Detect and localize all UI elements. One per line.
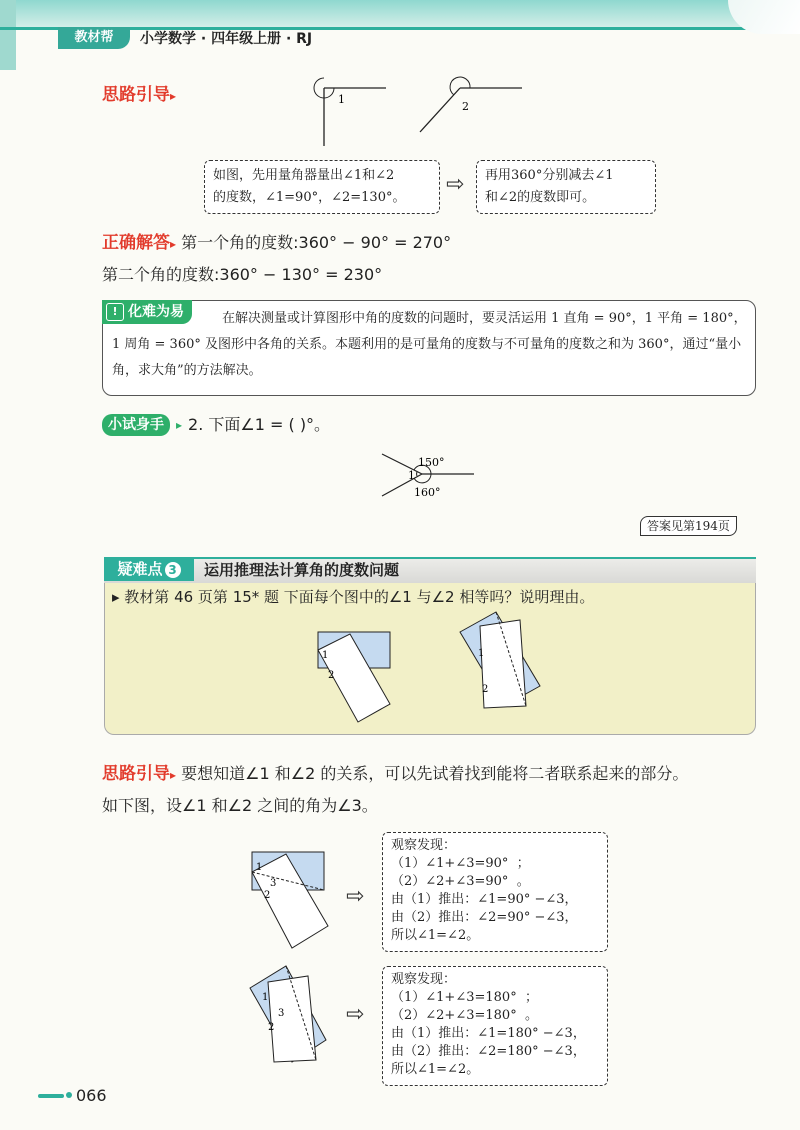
answer-line-1: 正确解答▸ 第一个角的度数:360° − 90° = 270° [102,233,452,253]
guide2-line-1: 思路引导▸ 要想知道∠1 和∠2 的关系，可以先试着找到能将二者联系起来的部分。 [102,764,689,784]
section-number: 3 [165,562,181,578]
guide-label-1: 思路引导▸ [102,85,177,105]
header-side-strip [0,0,16,70]
header-band [0,0,800,28]
fig-label-1: 1 [478,648,485,659]
fig-label-1: 1 [322,650,329,661]
angle-label-2: 2 [462,100,469,113]
guide-label-2: 思路引导 [102,764,170,784]
tip-badge-label: 化难为易 [128,304,184,320]
footer-dot [66,1092,72,1098]
hint-line: 再用360°分别减去∠1 [485,168,614,183]
label-1: 1 [408,469,415,482]
section-bar [104,557,756,583]
fig-label-2: 2 [268,1022,275,1033]
fig-label-2: 2 [264,890,271,901]
guide2-text-1: 要想知道∠1 和∠2 的关系，可以先试着找到能将二者联系起来的部分。 [181,764,689,783]
tip-text: 在解决测量或计算图形中角的度数的问题时，要灵活运用 1 直角 = 90°，1 平角 = 180°，1 周角 = 360° 及图形中各角的关系。本题利用的是可量角的度数与不可量角的度数之和为 360°，通过“量小角，求大角”的方法解决。 [112,311,747,378]
practice-angle-figure [370,448,480,504]
fig-label-2: 2 [328,670,335,681]
observation-box-2: 观察发现： （1）∠1+∠3=180° ； （2）∠2+∠3=180° 。 由（1）推出：∠1=180° −∠3， 由（2）推出：∠2=180° −∠3， 所以∠1=∠2。 [382,966,608,1086]
hint-box-left [204,160,440,214]
footer-bar [38,1094,64,1098]
header-tab: 教材帮 [58,27,130,49]
fig-label-1: 1 [262,992,269,1003]
fig-label-2: 2 [482,684,489,695]
answer-text-1: 第一个角的度数:360° − 90° = 270° [181,233,452,252]
derivation-figure-2 [246,964,332,1070]
section-tag [104,557,194,581]
observation-box-1: 观察发现： （1）∠1+∠3=90° ； （2）∠2+∠3=90° 。 由（1）推出：∠1=90° −∠3， 由（2）推出：∠2=90° −∠3， 所以∠1=∠2。 [382,832,608,952]
section-tag-label: 疑难点 [117,560,163,578]
right-arrow-icon: ⇨ [346,884,365,909]
practice-row: 小试身手 ▸ 2. 下面∠1 = ( )°。 [102,414,330,436]
problem-figure-2 [456,610,546,710]
fig-label-3: 3 [278,1008,285,1019]
answer-label: 正确解答 [102,233,170,253]
exclamation-icon: ! [106,303,124,321]
hint-line: 的度数，∠1=90°，∠2=130°。 [213,190,406,205]
label-150: 150° [418,456,445,469]
header-title: 小学数学 · 四年级上册 · RJ [140,31,313,47]
answer-line-2: 第二个角的度数:360° − 130° = 230° [102,265,383,284]
derivation-figure-1 [246,848,332,954]
angle-figure-2 [410,70,530,140]
fig-label-3: 3 [270,878,277,889]
problem-figure-1 [310,630,400,730]
answer-reference: 答案见第194页 [640,516,737,536]
practice-badge: 小试身手 [102,414,170,436]
label-160: 160° [414,486,441,499]
fig-label-1: 1 [256,862,263,873]
practice-question: 2. 下面∠1 = ( )°。 [188,415,331,434]
angle-label-1: 1 [338,93,345,106]
angle-figure-1 [300,70,400,150]
right-arrow-icon: ⇨ [446,172,465,197]
section-title: 运用推理法计算角的度数问题 [204,561,400,579]
right-arrow-icon: ⇨ [346,1002,365,1027]
hint-line: 如图，先用量角器量出∠1和∠2 [213,168,395,183]
page-number: 066 [76,1086,107,1105]
hint-line: 和∠2的度数即可。 [485,190,596,205]
guide2-line-2: 如下图，设∠1 和∠2 之间的角为∠3。 [102,796,378,815]
hint-box-right [476,160,656,214]
problem-text: ▸ 教材第 46 页第 15* 题 下面每个图中的∠1 与∠2 相等吗？说明理由。 [112,588,595,606]
